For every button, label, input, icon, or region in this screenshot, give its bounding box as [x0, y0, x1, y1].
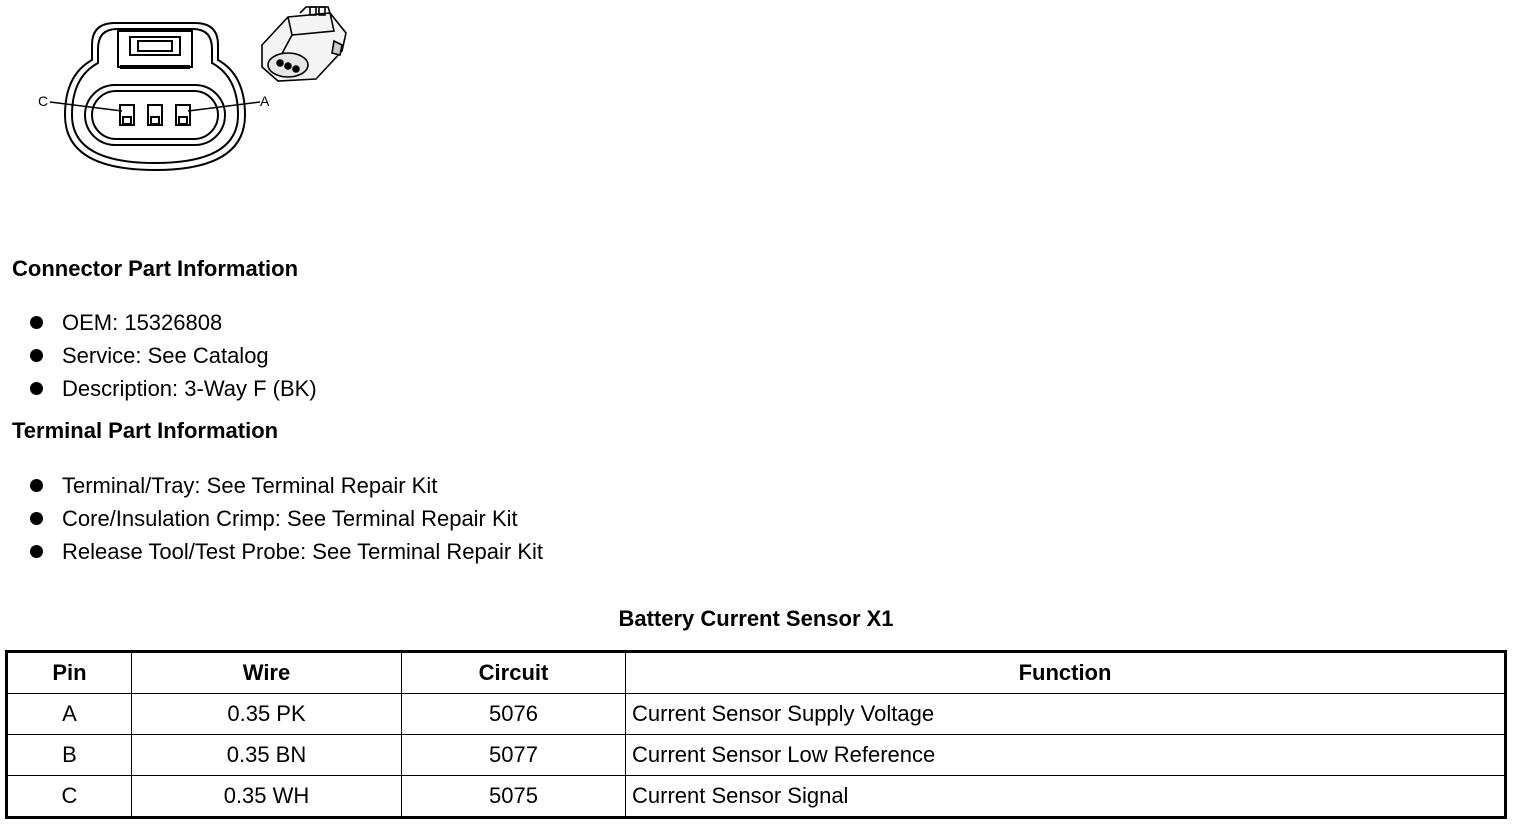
- pin-table: [5, 650, 1507, 819]
- column-header-function: Function: [626, 652, 1506, 694]
- table-row: [7, 776, 1506, 818]
- terminal-b: [148, 105, 162, 125]
- column-header-wire: Wire: [132, 652, 402, 694]
- table-row: [7, 694, 1506, 735]
- bullet-icon: [30, 382, 43, 395]
- connector-diagram: [30, 5, 370, 185]
- connector-part-info-heading: Connector Part Information: [12, 256, 299, 281]
- list-item: Release Tool/Test Probe: See Terminal Repair Kit: [30, 535, 543, 568]
- cell-circuit: 5077: [402, 735, 626, 776]
- cell-circuit: 5075: [402, 776, 626, 818]
- cell-wire: 0.35 WH: [132, 776, 402, 818]
- terminal-part-info-list: [30, 469, 543, 568]
- bullet-icon: [30, 545, 43, 558]
- list-item: Description: 3-Way F (BK): [30, 372, 317, 405]
- column-header-pin: Pin: [7, 652, 132, 694]
- list-item: Service: See Catalog: [30, 339, 317, 372]
- table-header-row: [7, 652, 1506, 694]
- connector-part-info-list: [30, 306, 317, 405]
- cell-pin: C: [7, 776, 132, 818]
- bullet-icon: [30, 512, 43, 525]
- bullet-icon: [30, 316, 43, 329]
- column-header-circuit: Circuit: [402, 652, 626, 694]
- cell-function: Current Sensor Low Reference: [626, 735, 1506, 776]
- list-item: OEM: 15326808: [30, 306, 317, 339]
- bullet-icon: [30, 349, 43, 362]
- list-item: Terminal/Tray: See Terminal Repair Kit: [30, 469, 543, 502]
- cell-pin: B: [7, 735, 132, 776]
- cell-wire: 0.35 PK: [132, 694, 402, 735]
- cell-pin: A: [7, 694, 132, 735]
- list-item: Core/Insulation Crimp: See Terminal Repair Kit: [30, 502, 543, 535]
- terminal-a: [176, 105, 190, 125]
- table-row: [7, 735, 1506, 776]
- bullet-icon: [30, 479, 43, 492]
- pin-label-c: C: [38, 93, 49, 109]
- cell-circuit: 5076: [402, 694, 626, 735]
- cell-wire: 0.35 BN: [132, 735, 402, 776]
- cell-function: Current Sensor Supply Voltage: [626, 694, 1506, 735]
- cell-function: Current Sensor Signal: [626, 776, 1506, 818]
- connector-3d-view: [262, 7, 346, 81]
- terminal-part-info-heading: Terminal Part Information: [12, 418, 279, 443]
- terminal-c: [120, 105, 134, 125]
- pin-label-a: A: [260, 93, 270, 109]
- pin-table-title: Battery Current Sensor X1: [618, 606, 894, 631]
